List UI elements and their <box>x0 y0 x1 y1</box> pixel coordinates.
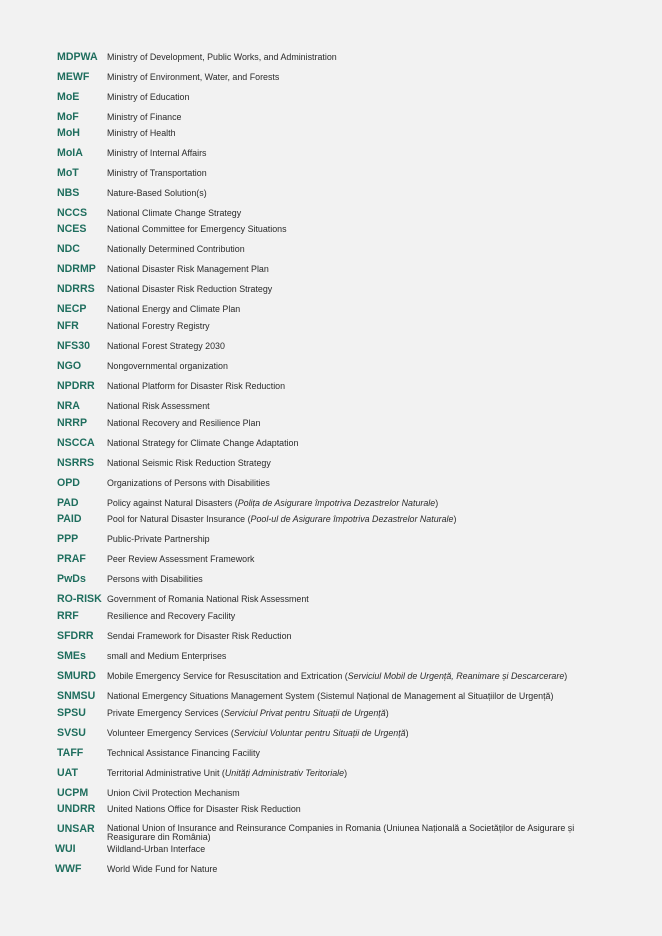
glossary-row <box>0 629 662 643</box>
abbreviation: PPP <box>57 533 79 545</box>
definition <box>107 513 617 525</box>
definition: Ministry of Transportation <box>107 168 207 178</box>
definition: World Wide Fund for Nature <box>107 864 218 874</box>
abbreviation: MoE <box>57 91 80 103</box>
definition: Technical Assistance Financing Facility <box>107 748 260 758</box>
definition: Ministry of Internal Affairs <box>107 148 207 158</box>
definition-text: Territorial Administrative Unit ( <box>107 768 225 778</box>
definition-text: Volunteer Emergency Services ( <box>107 728 234 738</box>
abbreviation: MoF <box>57 111 79 123</box>
definition: National Emergency Situations Management System (Sistemul Național de Management al Situațiilor de Urgență) <box>107 691 554 701</box>
abbreviation: MoT <box>57 167 79 179</box>
definition: National Recovery and Resilience Plan <box>107 418 261 428</box>
glossary-row <box>0 222 662 236</box>
definition: Ministry of Health <box>107 128 176 138</box>
definition <box>107 670 617 682</box>
definition-romanian: Serviciul Voluntar pentru Situații de Urgență <box>233 728 406 738</box>
abbreviation: NFR <box>57 320 79 332</box>
abbreviation: NSRRS <box>57 457 95 469</box>
definition: Ministry of Environment, Water, and Forests <box>107 72 280 82</box>
glossary-row <box>0 186 662 200</box>
abbreviation: NRRP <box>57 417 88 429</box>
glossary-row <box>0 242 662 256</box>
definition: National Disaster Risk Reduction Strategy <box>107 284 273 294</box>
abbreviation: RO-RISK <box>57 593 102 605</box>
definition: National Energy and Climate Plan <box>107 304 241 314</box>
definition: Organizations of Persons with Disabilities <box>107 478 270 488</box>
glossary-row <box>0 512 662 526</box>
abbreviation: NCCS <box>57 207 88 219</box>
glossary-row <box>0 766 662 780</box>
glossary-row <box>0 726 662 740</box>
definition-romanian: Unități Administrativ Teritoriale <box>224 768 345 778</box>
abbreviation: PwDs <box>57 573 86 585</box>
definition-end: ) <box>385 708 389 718</box>
abbreviation: MoH <box>57 127 80 139</box>
abbreviation: UNSAR <box>57 823 95 835</box>
abbreviation: NRA <box>57 400 80 412</box>
abbreviation: WWF <box>55 863 82 875</box>
abbreviation: SFDRR <box>57 630 94 642</box>
abbreviation: SMEs <box>57 650 86 662</box>
glossary-row <box>0 166 662 180</box>
glossary-row <box>0 126 662 140</box>
abbreviation: PAD <box>57 497 79 509</box>
definition: Government of Romania National Risk Assessment <box>107 594 309 604</box>
abbreviation: NGO <box>57 360 82 372</box>
abbreviation: NSCCA <box>57 437 95 449</box>
definition: National Union of Insurance and Reinsurance Companies in Romania (Uniunea Națională a Societăților de Asigurare și Reasigurare din România) <box>107 823 575 842</box>
abbreviation: SVSU <box>57 727 86 739</box>
glossary-row <box>0 476 662 490</box>
abbreviation: TAFF <box>57 747 84 759</box>
glossary-row <box>0 592 662 606</box>
definition: Ministry of Development, Public Works, and Administration <box>107 52 337 62</box>
glossary-row <box>0 110 662 124</box>
definition-text: Mobile Emergency Service for Resuscitation and Extrication ( <box>107 671 348 681</box>
glossary-row <box>0 399 662 413</box>
definition-romanian: Serviciul Mobil de Urgență, Reanimare și Descarcerare <box>347 671 565 681</box>
abbreviation: MoIA <box>57 147 83 159</box>
glossary-row <box>0 572 662 586</box>
glossary-row <box>0 822 662 842</box>
glossary-row <box>0 206 662 220</box>
abbreviation: OPD <box>57 477 80 489</box>
definition: Ministry of Finance <box>107 112 182 122</box>
definition-text: Pool for Natural Disaster Insurance ( <box>107 514 251 524</box>
definition-end: ) <box>435 498 439 508</box>
definition: Nationally Determined Contribution <box>107 244 245 254</box>
definition-romanian: Pool-ul de Asigurare împotriva Dezastrelor Naturale <box>250 514 454 524</box>
definition: National Forest Strategy 2030 <box>107 341 225 351</box>
definition-text: Private Emergency Services ( <box>107 708 224 718</box>
definition: Public-Private Partnership <box>107 534 210 544</box>
definition: National Platform for Disaster Risk Reduction <box>107 381 286 391</box>
definition: Persons with Disabilities <box>107 574 203 584</box>
definition <box>107 707 617 719</box>
abbreviation: WUI <box>55 843 76 855</box>
definition-end: ) <box>453 514 457 524</box>
definition-end: ) <box>564 671 568 681</box>
glossary-row <box>0 689 662 703</box>
abbreviation: PAID <box>57 513 82 525</box>
abbreviation: NBS <box>57 187 80 199</box>
abbreviation: PRAF <box>57 553 86 565</box>
abbreviation: MDPWA <box>57 51 98 63</box>
abbreviation: NDC <box>57 243 80 255</box>
glossary-row <box>0 649 662 663</box>
abbreviation: UAT <box>57 767 78 779</box>
abbreviation: SNMSU <box>57 690 96 702</box>
definition: small and Medium Enterprises <box>107 651 227 661</box>
glossary-row <box>0 436 662 450</box>
definition: National Strategy for Climate Change Adaptation <box>107 438 299 448</box>
definition: National Risk Assessment <box>107 401 210 411</box>
definition-text: Policy against Natural Disasters ( <box>107 498 238 508</box>
definition: National Committee for Emergency Situations <box>107 224 287 234</box>
abbreviation: NDRRS <box>57 283 95 295</box>
glossary-row <box>0 359 662 373</box>
definition <box>107 767 617 779</box>
glossary-row <box>0 262 662 276</box>
glossary-row <box>0 842 662 856</box>
definition: United Nations Office for Disaster Risk Reduction <box>107 804 301 814</box>
glossary-row <box>0 282 662 296</box>
glossary-row <box>0 302 662 316</box>
glossary-row <box>0 319 662 333</box>
abbreviation: NDRMP <box>57 263 96 275</box>
definition: Resilience and Recovery Facility <box>107 611 236 621</box>
glossary-row <box>0 669 662 683</box>
glossary-row <box>0 802 662 816</box>
abbreviation: UCPM <box>57 787 89 799</box>
definition: National Seismic Risk Reduction Strategy <box>107 458 271 468</box>
glossary-row <box>0 746 662 760</box>
glossary-row <box>0 706 662 720</box>
abbreviation: NFS30 <box>57 340 90 352</box>
definition-romanian: Serviciul Privat pentru Situații de Urgență <box>223 708 386 718</box>
definition: Union Civil Protection Mechanism <box>107 788 240 798</box>
glossary-row <box>0 90 662 104</box>
definition <box>107 727 617 739</box>
abbreviation: UNDRR <box>57 803 96 815</box>
definition: National Disaster Risk Management Plan <box>107 264 269 274</box>
glossary-row <box>0 862 662 876</box>
definition: National Forestry Registry <box>107 321 210 331</box>
definition: Nature-Based Solution(s) <box>107 188 207 198</box>
abbreviation: NECP <box>57 303 87 315</box>
definition: Peer Review Assessment Framework <box>107 554 255 564</box>
definition-romanian: Polița de Asigurare împotriva Dezastrelor Naturale <box>237 498 436 508</box>
glossary-row <box>0 786 662 800</box>
glossary-row <box>0 496 662 510</box>
glossary-row <box>0 532 662 546</box>
definition-end: ) <box>405 728 409 738</box>
glossary-row <box>0 609 662 623</box>
glossary-row <box>0 552 662 566</box>
definition: National Climate Change Strategy <box>107 208 242 218</box>
definition: Ministry of Education <box>107 92 190 102</box>
glossary-row <box>0 416 662 430</box>
abbreviation: RRF <box>57 610 79 622</box>
glossary-row <box>0 339 662 353</box>
abbreviation: MEWF <box>57 71 90 83</box>
definition: Wildland-Urban Interface <box>107 844 206 854</box>
definition: Nongovernmental organization <box>107 361 228 371</box>
definition-end: ) <box>344 768 348 778</box>
definition: Sendai Framework for Disaster Risk Reduction <box>107 631 292 641</box>
glossary-row <box>0 70 662 84</box>
glossary-row <box>0 50 662 64</box>
glossary-row <box>0 146 662 160</box>
abbreviation: NCES <box>57 223 87 235</box>
glossary-row <box>0 379 662 393</box>
definition <box>107 497 617 509</box>
abbreviation: SMURD <box>57 670 96 682</box>
abbreviation: SPSU <box>57 707 86 719</box>
abbreviation: NPDRR <box>57 380 95 392</box>
glossary-row <box>0 456 662 470</box>
